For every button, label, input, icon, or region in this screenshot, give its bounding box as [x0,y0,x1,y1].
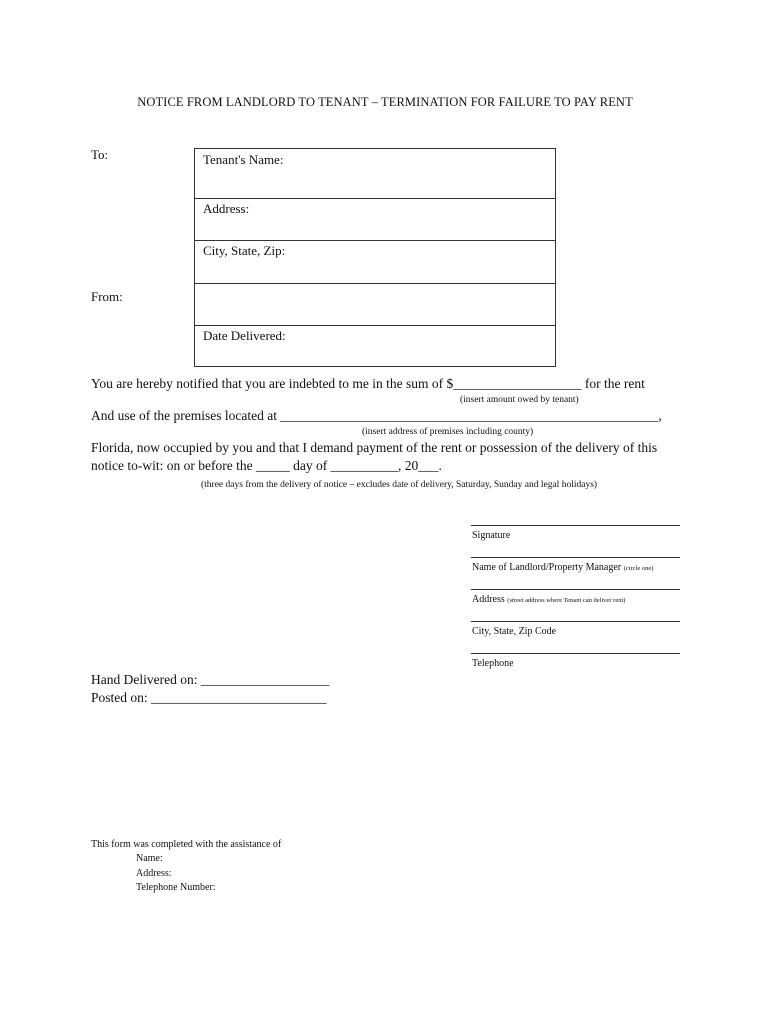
deadline-note: (three days from the delivery of notice – excludes date of delivery, Saturday, Sunday and legal holidays) [201,480,598,490]
assistance-name: Name: [136,853,163,864]
landlord-address-note: (street address where Tenant can deliver rent) [507,597,626,604]
landlord-name-line[interactable] [471,557,680,558]
amount-owed-note: (insert amount owed by tenant) [460,395,579,405]
hand-delivered-line: Hand Delivered on: ___________________ [91,672,330,687]
to-label: To: [91,147,109,162]
premises-note: (insert address of premises including county) [362,427,534,437]
circle-one-note: (circle one) [623,565,654,572]
city-state-zip-field[interactable] [194,240,556,284]
premises-line: And use of the premises located at ________________________________________________________, [91,408,662,423]
city-state-zip-code-label: City, State, Zip Code [472,626,557,637]
date-delivered-field[interactable] [194,325,556,367]
deadline-line: notice to-wit: on or before the _____ day of __________, 20___. [91,458,442,473]
city-state-zip-label: City, State, Zip: [203,243,286,258]
signature-line[interactable] [471,525,680,526]
telephone-line[interactable] [471,653,680,654]
tenant-name-label: Tenant's Name: [203,152,284,167]
address-field[interactable] [194,198,556,241]
assistance-telephone: Telephone Number: [136,882,216,893]
landlord-address-text: Address [472,594,505,605]
landlord-address-line[interactable] [471,589,680,590]
tenant-name-field[interactable] [194,148,556,199]
posted-on-line: Posted on: __________________________ [91,690,327,705]
page-title: NOTICE FROM LANDLORD TO TENANT – TERMINATION FOR FAILURE TO PAY RENT [137,95,633,109]
landlord-name-label [472,562,653,573]
city-state-zip-line[interactable] [471,621,680,622]
from-field[interactable] [194,283,556,326]
landlord-address-label [472,594,625,605]
signature-label: Signature [472,530,511,541]
demand-line: Florida, now occupied by you and that I demand payment of the rent or possession of the delivery of this [91,440,658,455]
assistance-address: Address: [136,868,172,879]
landlord-name-text: Name of Landlord/Property Manager [472,562,622,573]
date-delivered-label: Date Delivered: [203,328,286,343]
telephone-label: Telephone [472,658,514,669]
assistance-statement: This form was completed with the assistance of [91,839,282,850]
address-label: Address: [203,201,250,216]
from-label: From: [91,289,123,304]
amount-owed-line: You are hereby notified that you are indebted to me in the sum of $___________________ for the rent [91,376,645,391]
